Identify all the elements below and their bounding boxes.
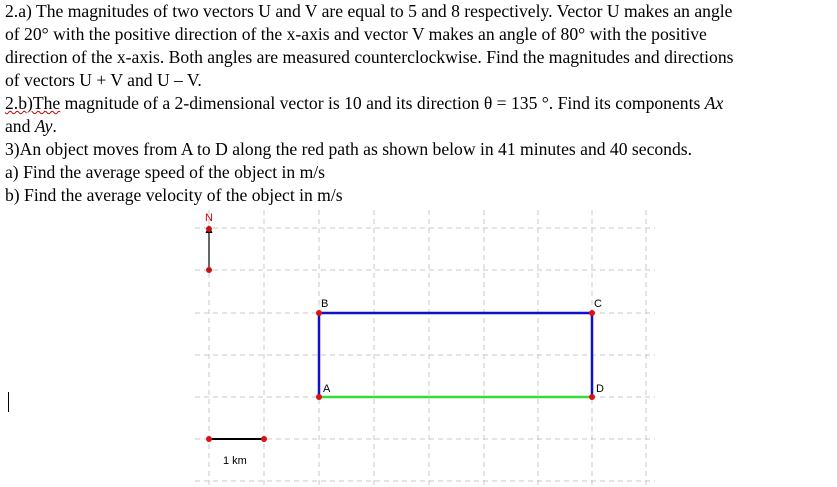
problem-3-part-b: b) Find the average velocity of the object in m/s [5,185,343,205]
problem-2b-and: and [5,116,35,136]
label-d: D [596,383,604,395]
problem-2b-prefix: 2.b)The [5,93,61,113]
grid-lines [195,210,655,487]
problem-2a-line-4: of vectors U + V and U – V. [5,70,202,90]
problem-2a-line-2: of 20° with the positive direction of the x-axis and vector V makes an angle of 80° with the positive [5,24,707,44]
problem-2b-text: magnitude of a 2-dimensional vector is 10 and its direction θ = 135 °. Find its components [60,93,705,113]
north-label: N [205,212,213,224]
problem-3-intro: 3)An object moves from A to D along the red path as shown below in 41 minutes and 40 seconds. [5,139,693,159]
point-a [316,394,322,400]
north-arrow-top-point [206,226,212,232]
label-c: C [594,298,602,310]
problem-2a-line-1: 2.a) The magnitudes of two vectors U and V are equal to 5 and 8 respectively. Vector U makes an angle [5,1,733,21]
component-ay: Ay [34,116,53,136]
scale-bar-start-point [206,436,212,442]
point-c [589,310,595,316]
label-a: A [323,383,331,395]
label-b: B [321,298,329,310]
point-b [316,310,322,316]
problem-3-part-a: a) Find the average speed of the object in m/s [5,162,326,182]
point-d [589,394,595,400]
scale-bar-end-point [261,436,267,442]
component-ax: Ax [704,93,724,113]
problem-2a-line-3: direction of the x-axis. Both angles are measured counterclockwise. Find the magnitudes and directions [5,47,734,67]
problem-2b-period: . [52,116,57,136]
scale-label: 1 km [223,455,247,467]
north-arrow-base-point [206,267,212,273]
